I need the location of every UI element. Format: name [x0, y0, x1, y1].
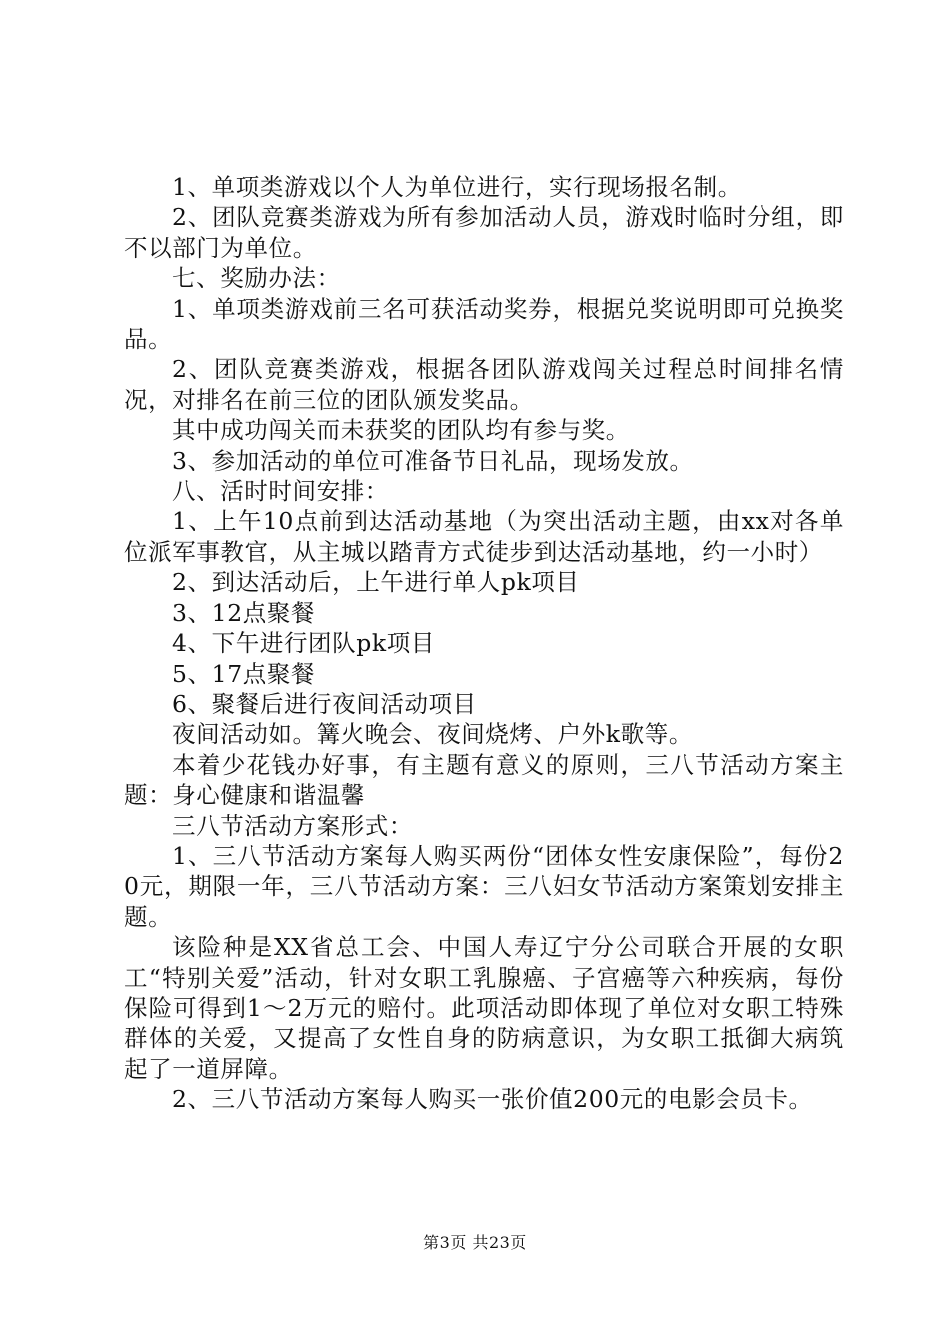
paragraph: 3、12点聚餐	[172, 598, 316, 627]
paragraph: 4、下午进行团队pk项目	[172, 629, 435, 658]
paragraph: 5、17点聚餐	[172, 659, 316, 688]
section-heading: 七、奖励办法：	[172, 264, 341, 293]
paragraph: 2、到达活动后，上午进行单人pk项目	[172, 568, 580, 597]
paragraph: 2、团队竞赛类游戏，根据各团队游戏闯关过程总时间排名情况，对排名在前三位的团队颁发奖品。	[124, 355, 844, 414]
paragraph: 本着少花钱办好事，有主题有意义的原则，三八节活动方案主题：身心健康和谐温馨	[124, 750, 844, 810]
paragraph: 1、上午10点前到达活动基地（为突出活动主题，由xx对各单位派军事教官，从主城以踏青方式徒步到达活动基地，约一小时）	[124, 507, 844, 566]
paragraph: 2、团队竞赛类游戏为所有参加活动人员，游戏时临时分组，即不以部门为单位。	[124, 203, 844, 262]
section-heading: 八、活时时间安排：	[172, 477, 389, 506]
document-body	[124, 172, 844, 1115]
paragraph: 1、三八节活动方案每人购买两份“团体女性安康保险”，每份20元，期限一年，三八节活动方案：三八妇女节活动方案策划安排主题。	[124, 841, 844, 931]
paragraph: 6、聚餐后进行夜间活动项目	[172, 689, 477, 718]
paragraph: 夜间活动如。篝火晚会、夜间烧烤、户外k歌等。	[172, 720, 693, 749]
paragraph: 该险种是XX省总工会、中国人寿辽宁分公司联合开展的女职工“特别关爱”活动，针对女职工乳腺癌、子宫癌等六种疾病，每份保险可得到1～2万元的赔付。此项活动即体现了单位对女职工特殊群体的关爱，又提高了女性自身的防病意识，为女职工抵御大病筑起了一道屏障。	[124, 933, 844, 1083]
paragraph: 其中成功闯关而未获奖的团队均有参与奖。	[172, 416, 630, 445]
page-number-footer: 第3页 共23页	[423, 1233, 527, 1252]
paragraph: 3、参加活动的单位可准备节日礼品，现场发放。	[172, 446, 694, 475]
paragraph: 1、单项类游戏前三名可获活动奖券，根据兑奖说明即可兑换奖品。	[124, 294, 844, 354]
paragraph: 1、单项类游戏以个人为单位进行，实行现场报名制。	[172, 173, 742, 201]
paragraph: 三八节活动方案形式：	[172, 811, 413, 840]
paragraph: 2、三八节活动方案每人购买一张价值200元的电影会员卡。	[172, 1085, 813, 1114]
